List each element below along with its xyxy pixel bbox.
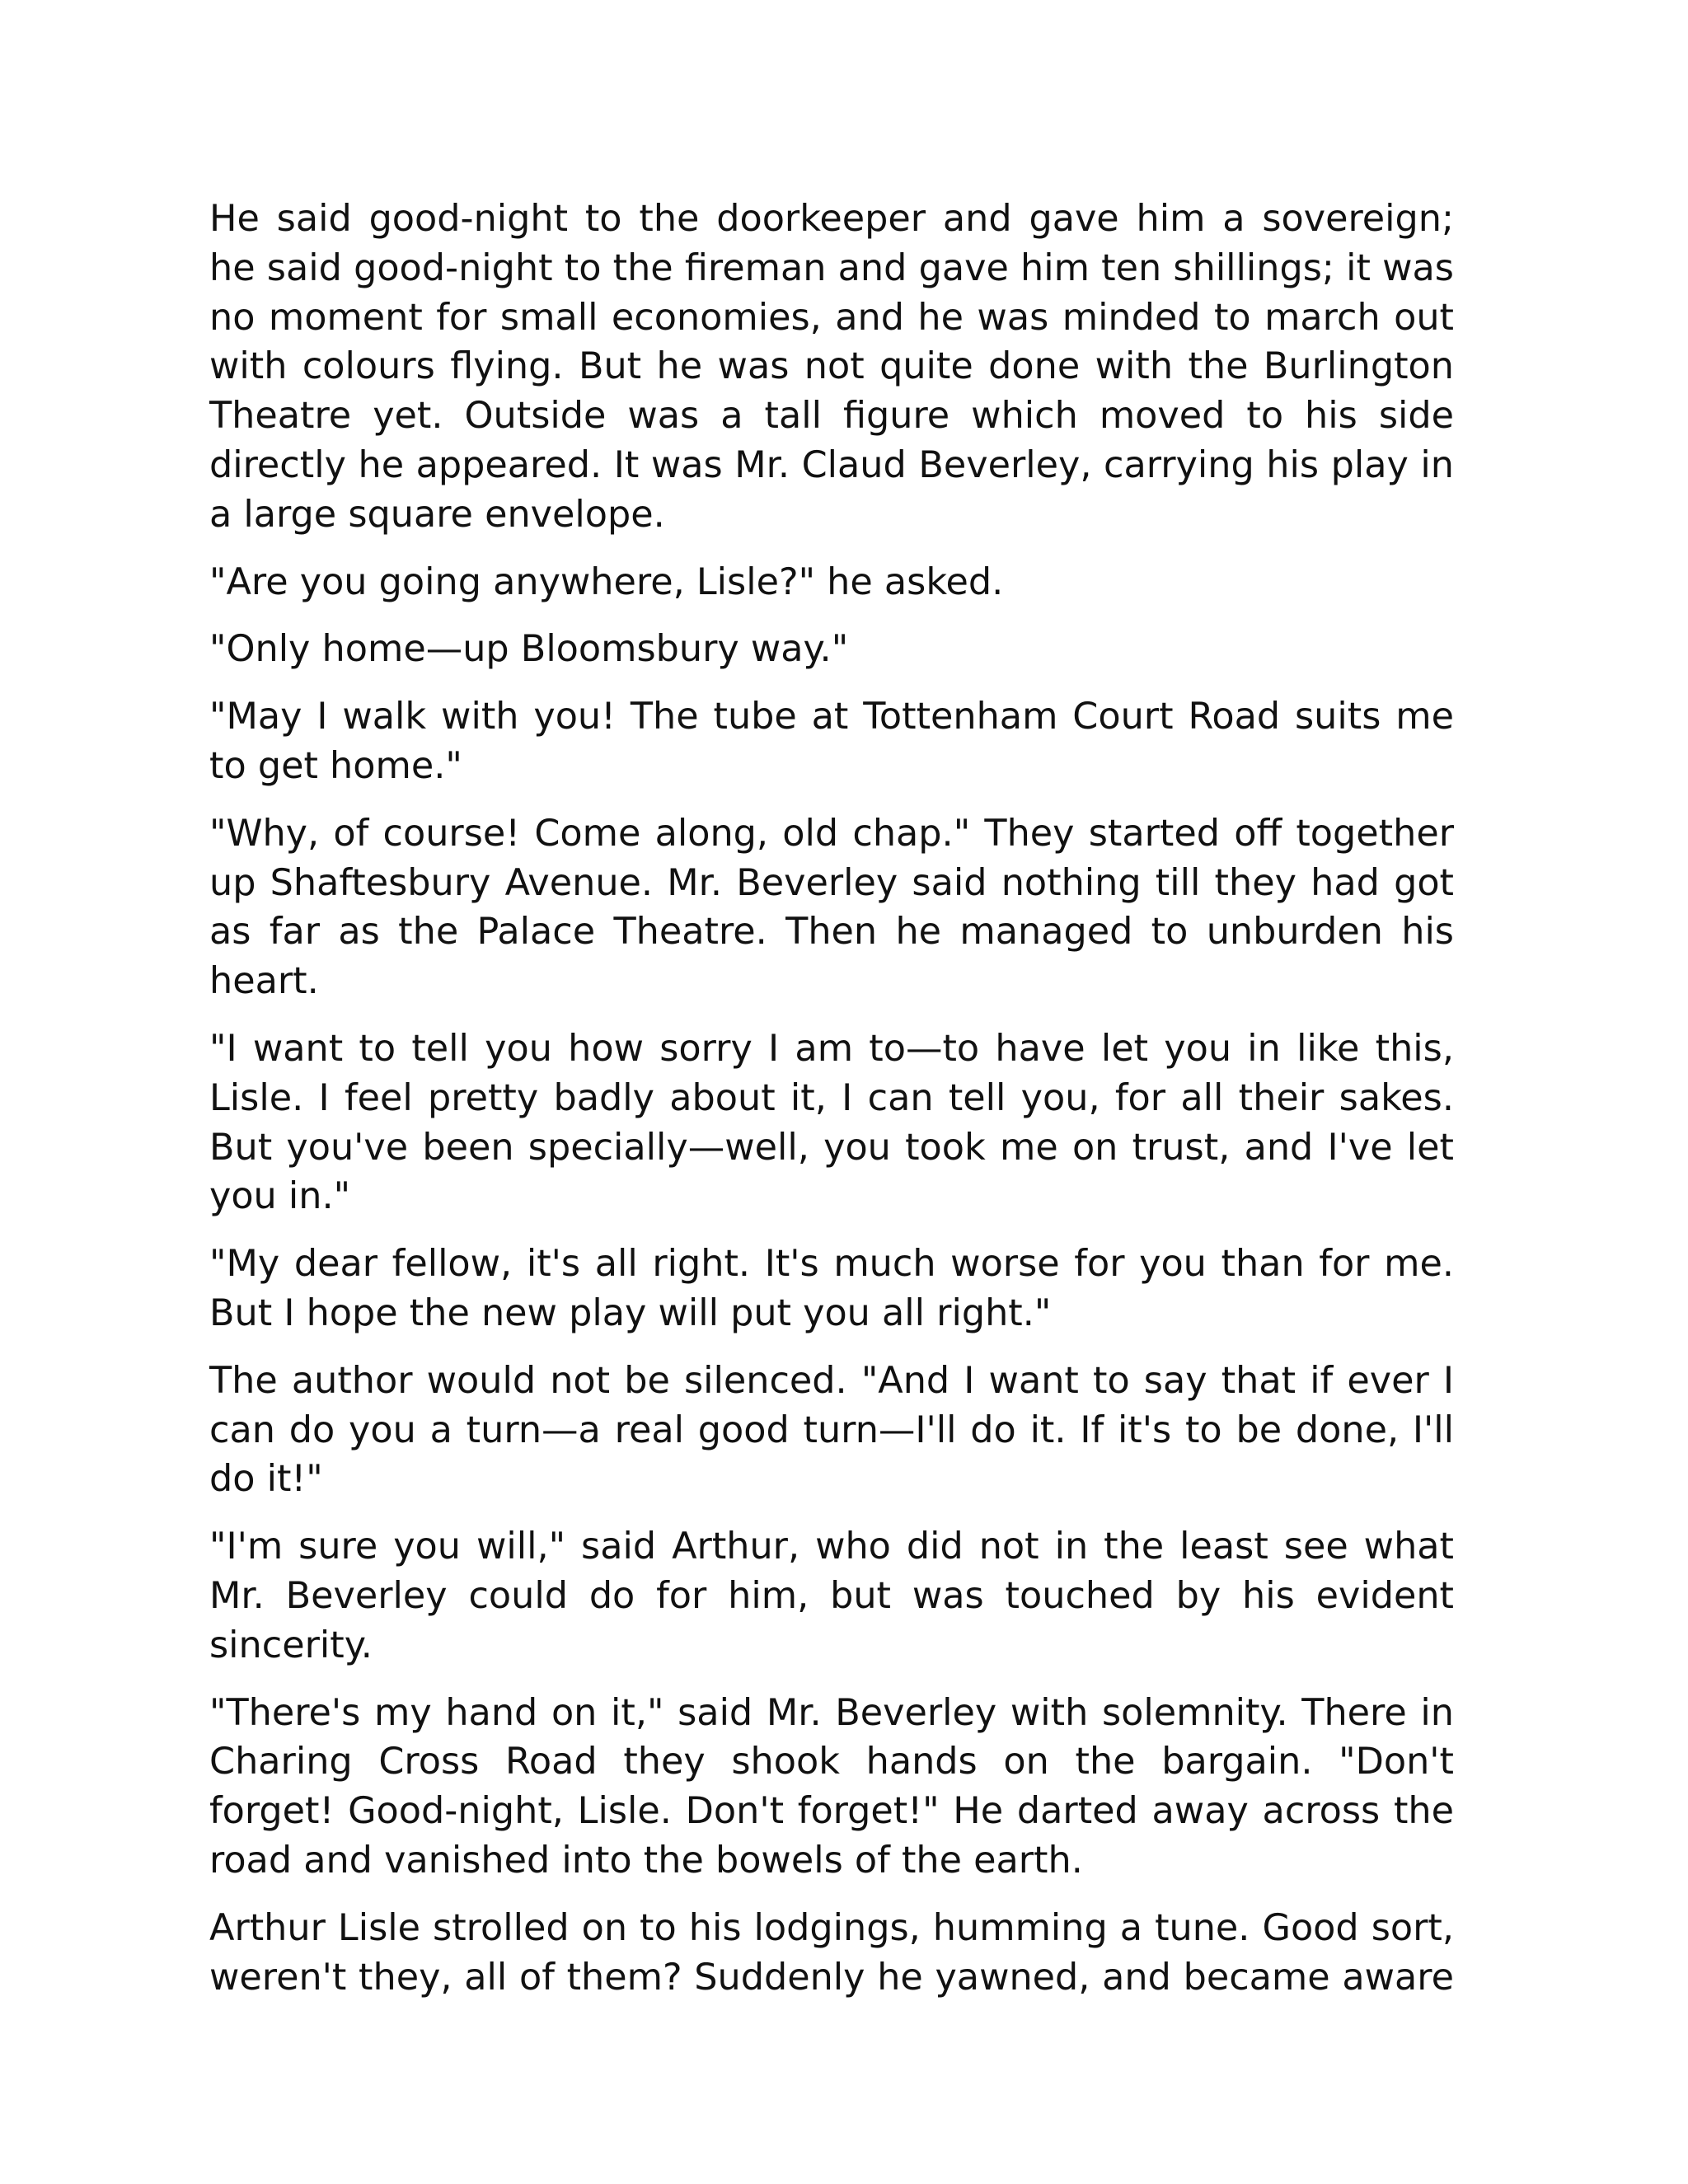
paragraph-9: "I'm sure you will," said Arthur, who did not in the least see what Mr. Beverley could do for him, but was touched by his evident sincerity.	[209, 1526, 1454, 1666]
paragraph-4: "May I walk with you! The tube at Tottenham Court Road suits me to get home."	[209, 696, 1454, 787]
page-body	[209, 194, 1454, 2002]
paragraph-2: "Are you going anywhere, Lisle?" he asked.	[209, 560, 1004, 603]
paragraph-7: "My dear fellow, it's all right. It's much worse for you than for me. But I hope the new play will put you all right."	[209, 1243, 1454, 1334]
paragraph-5: "Why, of course! Come along, old chap." They started off together up Shaftesbury Avenue. Mr. Beverley said nothing till they had got as far as the Palace Theatre. Then he managed to unburden his heart.	[209, 812, 1454, 1003]
paragraph-10: "There's my hand on it," said Mr. Beverley with solemnity. There in Charing Cross Road they shook hands on the bargain. "Don't forget! Good-night, Lisle. Don't forget!" He darted away across the road and vanished into the bowels of the earth.	[209, 1691, 1454, 1882]
paragraph-1: He said good-night to the doorkeeper and gave him a sovereign; he said good-night to the fireman and gave him ten shillings; it was no moment for small economies, and he was minded to march out with colours flying. But he was not quite done with the Burlington Theatre yet. Outside was a tall figure which moved to his side directly he appeared. It was Mr. Claud Beverley, carrying his play in a large square envelope.	[209, 198, 1454, 536]
paragraph-3: "Only home—up Bloomsbury way."	[209, 628, 849, 671]
paragraph-11: Arthur Lisle strolled on to his lodgings, humming a tune. Good sort, weren't they, all of them? Suddenly he yawned, and became aware	[209, 1906, 1454, 1999]
paragraph-8: The author would not be silenced. "And I want to say that if ever I can do you a turn—a real good turn—I'll do it. If it's to be done, I'll do it!"	[209, 1359, 1454, 1501]
paragraph-6: "I want to tell you how sorry I am to—to have let you in like this, Lisle. I feel pretty badly about it, I can tell you, for all their sakes. But you've been specially—well, you took me on trust, and I've let you in."	[209, 1027, 1454, 1218]
